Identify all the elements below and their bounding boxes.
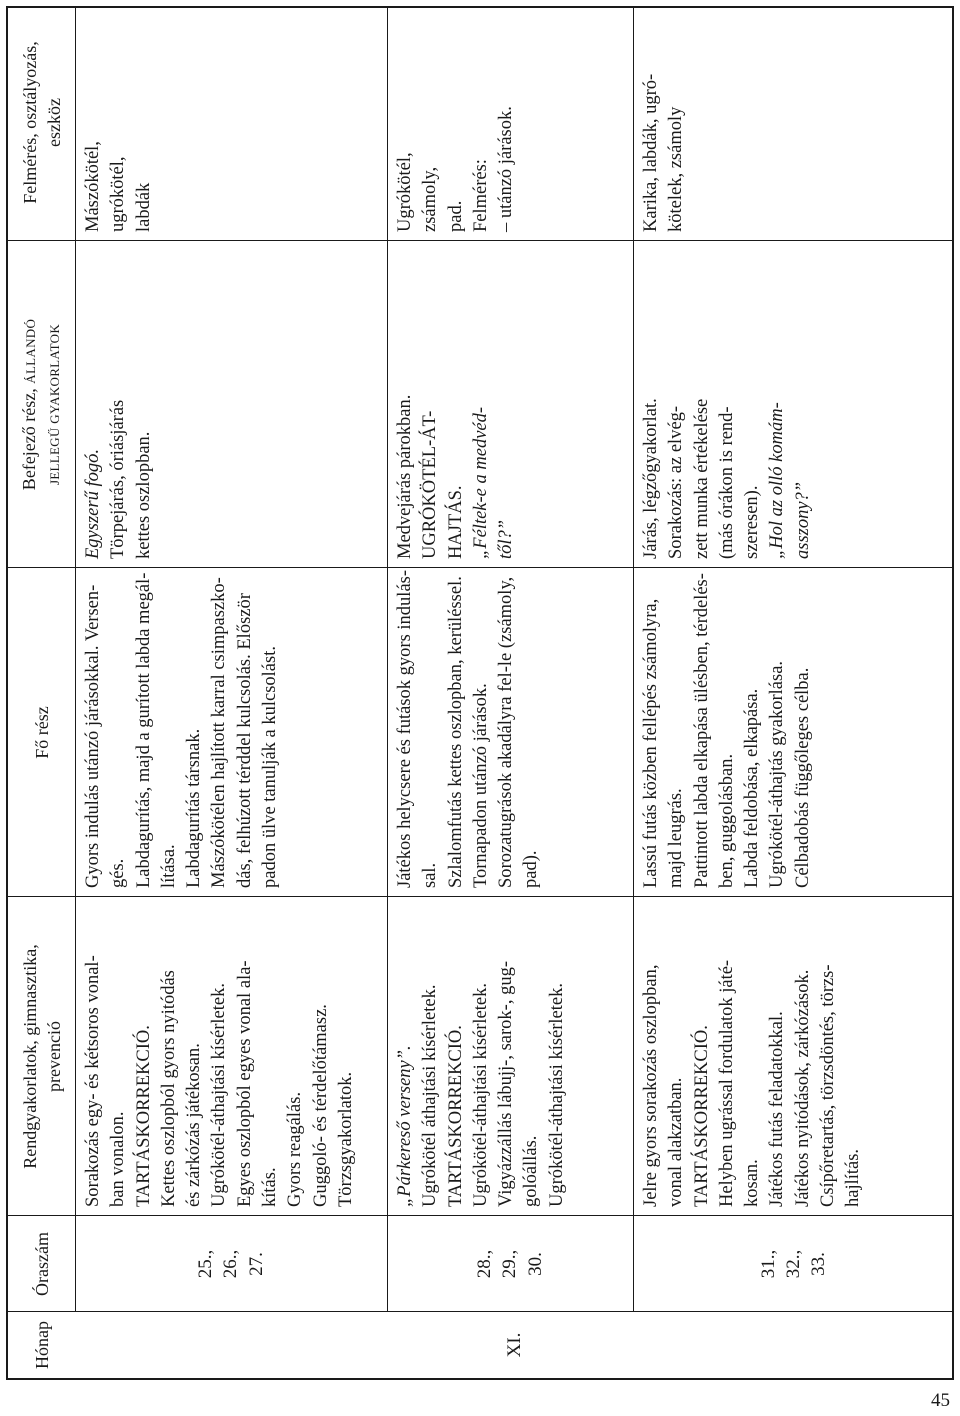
- befejezo-text-line: szeresen).: [742, 485, 763, 559]
- fo-text-line: majd leugrás.: [666, 788, 687, 888]
- fo-text-line: lítása.: [158, 844, 179, 888]
- lesson-plan-table: [6, 6, 954, 1380]
- hour-number: 29.,: [499, 1249, 521, 1279]
- fo-text-line: Gyors indulás utánzó járásokkal. Versen-: [83, 584, 103, 888]
- befejezo-text-line: től?”: [496, 519, 517, 559]
- rend-text-line: Ugrókötél-áthajtási kísérletek.: [470, 983, 491, 1207]
- fo-text-line: ben, guggolásban.: [716, 753, 737, 888]
- felmeres-text-line: Ugrókötél,: [395, 152, 415, 232]
- felmeres-text-line: kötelek, zsámoly: [666, 106, 687, 232]
- befejezo-text-line: HAJTÁS.: [445, 485, 466, 559]
- header-month: [8, 1312, 75, 1378]
- felmeres-text-line: zsámoly,: [420, 166, 441, 232]
- rend-text-line: Ugrókötél áthajtási kísérletek.: [420, 984, 441, 1207]
- rend-text-line: „Párkereső verseny”.: [395, 1045, 415, 1207]
- fo-text-line: Tornapadon utánzó járások.: [470, 683, 491, 888]
- rend-text-line: golóállás.: [521, 1135, 542, 1207]
- rend-text-line: Sorakozás egy- és kétsoros vonal-: [83, 955, 103, 1207]
- hour-number: 26.,: [220, 1249, 242, 1279]
- felmeres-cell: [387, 4, 633, 241]
- fo-text-line: Labda feldobása, elkapása.: [742, 688, 763, 888]
- rend-text-line: kítás.: [260, 1167, 281, 1207]
- header-closing-small1: ÁLLANDÓ: [22, 318, 38, 384]
- rend-text-line: Játékos nyitódások, zárkózások.: [792, 969, 813, 1207]
- header-month-label: Hónap: [31, 1321, 52, 1369]
- rend-text-line: kosan.: [742, 1159, 763, 1207]
- month-label: XI.: [503, 1332, 525, 1358]
- header-main-part: [8, 568, 75, 897]
- befejezo-text-line: Sorakozás: az elvég-: [666, 405, 687, 559]
- hour-number: 31.,: [757, 1249, 779, 1279]
- rend-text-line: Vigyázzállás lábujj-, sarok-, gug-: [496, 961, 517, 1207]
- hour-number: 32.,: [782, 1249, 804, 1279]
- fo-text-line: Labdagurítás, majd a gurított labda megál-: [133, 572, 154, 888]
- rend-text-line: Csípőretartás, törzsdöntés, törzs-: [818, 964, 839, 1207]
- header-drills-line2: prevenció: [43, 1021, 64, 1092]
- befejezo-text-line: „Hol az olló komám-: [767, 402, 788, 559]
- rend-text-line: Gyors reagálás.: [285, 1091, 306, 1207]
- fo-cell: [75, 568, 387, 897]
- fo-text-line: gés.: [108, 858, 129, 888]
- rend-text-line: vonal alakzatban.: [666, 1077, 687, 1207]
- rend-text-line: Kettes oszlopból gyors nyitódás: [158, 970, 179, 1207]
- hour-number: 27.: [245, 1252, 267, 1276]
- rend-text-line: Guggoló- és térdelőtámasz.: [310, 1004, 331, 1207]
- befejezo-cell: [387, 241, 633, 568]
- fo-text-line: padon ülve tanulják a kulcsolást.: [260, 646, 281, 888]
- header-main-part-label: Fő rész: [31, 706, 52, 759]
- felmeres-cell: [633, 4, 954, 241]
- fo-text-line: Pattintott labda elkapása ülésben, térdelés-: [691, 573, 712, 888]
- header-assessment-line1: Felmérés, osztályozás,: [19, 41, 40, 204]
- rend-text-line: Játékos futás feladatokkal.: [767, 1011, 788, 1207]
- rend-text-line: TARTÁSKORREKCIÓ.: [133, 1025, 154, 1207]
- felmeres-text-line: Felmérés:: [470, 159, 491, 232]
- rend-text-line: Helyben ugrással fordulatok játé-: [716, 959, 737, 1207]
- header-assessment-line2: eszköz: [43, 98, 64, 147]
- fo-text-line: Sorozatugrások akadályra fel-le (zsámoly,: [496, 576, 517, 888]
- rend-text-line: TARTÁSKORREKCIÓ.: [691, 1025, 712, 1207]
- befejezo-text-line: Medvejárás párokban.: [395, 394, 415, 559]
- rend-cell: [387, 897, 633, 1216]
- header-hours-label: Óraszám: [31, 1232, 52, 1296]
- rend-text-line: Jelre gyors sorakozás oszlopban,: [641, 964, 661, 1207]
- fo-text-line: Labdagurítás társnak.: [184, 728, 205, 888]
- felmeres-text-line: – utánzó járások.: [496, 106, 517, 232]
- befejezo-text-line: Egyszerű fogó.: [83, 449, 103, 559]
- header-assessment: [8, 4, 75, 241]
- fo-text-line: Célbadobás függőleges célba.: [792, 667, 813, 888]
- rend-text-line: TARTÁSKORREKCIÓ.: [445, 1025, 466, 1207]
- fo-cell: [387, 568, 633, 897]
- header-closing-line2: JELLEGŰ GYAKORLATOK: [46, 323, 62, 486]
- header-closing-line1: Befejező rész,: [18, 388, 39, 491]
- fo-text-line: sal.: [420, 862, 441, 888]
- felmeres-text-line: Karika, labdák, ugró-: [641, 73, 661, 232]
- befejezo-text-line: „Féltek-e a medvéd-: [470, 406, 491, 559]
- befejezo-text-line: kettes oszlopban.: [133, 431, 154, 559]
- fo-text-line: Mászókötélen hajlított karral csimpaszko-: [209, 577, 230, 888]
- hours-cell: [75, 1216, 387, 1312]
- befejezo-cell: [633, 241, 954, 568]
- felmeres-text-line: labdák: [133, 182, 154, 232]
- fo-text-line: Ugrókötél-áthajtás gyakorlása.: [767, 660, 788, 888]
- befejezo-text-line: Járás, légzőgyakorlat.: [641, 398, 661, 559]
- rend-text-line: Egyes oszlopból egyes vonal ala-: [234, 960, 255, 1207]
- befejezo-text-line: UGRÓKÖTÉL-ÁT-: [420, 410, 441, 559]
- rend-cell: [75, 897, 387, 1216]
- page-number: 45: [931, 1390, 950, 1411]
- fo-text-line: Lassú futás közben fellépés zsámolyra,: [641, 598, 661, 888]
- felmeres-text-line: ugrókötél,: [108, 156, 129, 232]
- rend-cell: [633, 897, 954, 1216]
- hour-number: 30.: [524, 1252, 546, 1276]
- month-cell: [75, 1312, 954, 1378]
- hour-number: 33.: [808, 1252, 830, 1276]
- rend-text-line: Ugrókötél-áthajtási kísérletek.: [546, 983, 567, 1207]
- hour-number: 28.,: [474, 1249, 496, 1279]
- felmeres-cell: [75, 4, 387, 241]
- header-hours: [8, 1216, 75, 1312]
- hour-number: 25.,: [195, 1249, 217, 1279]
- befejezo-text-line: (más órákon is rend-: [716, 406, 737, 559]
- rend-text-line: ban vonalon.: [108, 1111, 129, 1207]
- fo-cell: [633, 568, 954, 897]
- fo-text-line: Játékos helycsere és futások gyors indulás-: [395, 569, 415, 888]
- befejezo-text-line: Törpejárás, óriásjárás: [108, 399, 129, 559]
- rend-text-line: és zárkózás játékosan.: [184, 1043, 205, 1207]
- befejezo-text-line: zett munka értékelése: [691, 398, 712, 559]
- fo-text-line: pad).: [521, 850, 542, 888]
- befejezo-cell: [75, 241, 387, 568]
- felmeres-text-line: pad.: [445, 200, 466, 232]
- hours-cell: [387, 1216, 633, 1312]
- rend-text-line: Törzsgyakorlatok.: [335, 1071, 356, 1207]
- befejezo-text-line: asszony?”: [792, 481, 813, 559]
- rend-text-line: hajlítás.: [843, 1148, 864, 1207]
- header-closing-part: [8, 241, 75, 568]
- header-drills-line1: Rendgyakorlatok, gimnasztika,: [19, 944, 40, 1169]
- fo-text-line: Szlalomfutás kettes oszlopban, kerüléssel.: [445, 576, 466, 888]
- felmeres-text-line: Mászókötél,: [83, 141, 103, 232]
- header-drills: [8, 897, 75, 1216]
- hours-cell: [633, 1216, 954, 1312]
- rend-text-line: Ugrókötél-áthajtási kísérletek.: [209, 983, 230, 1207]
- fo-text-line: dás, felhúzott térddel kulcsolás. Először: [234, 593, 255, 888]
